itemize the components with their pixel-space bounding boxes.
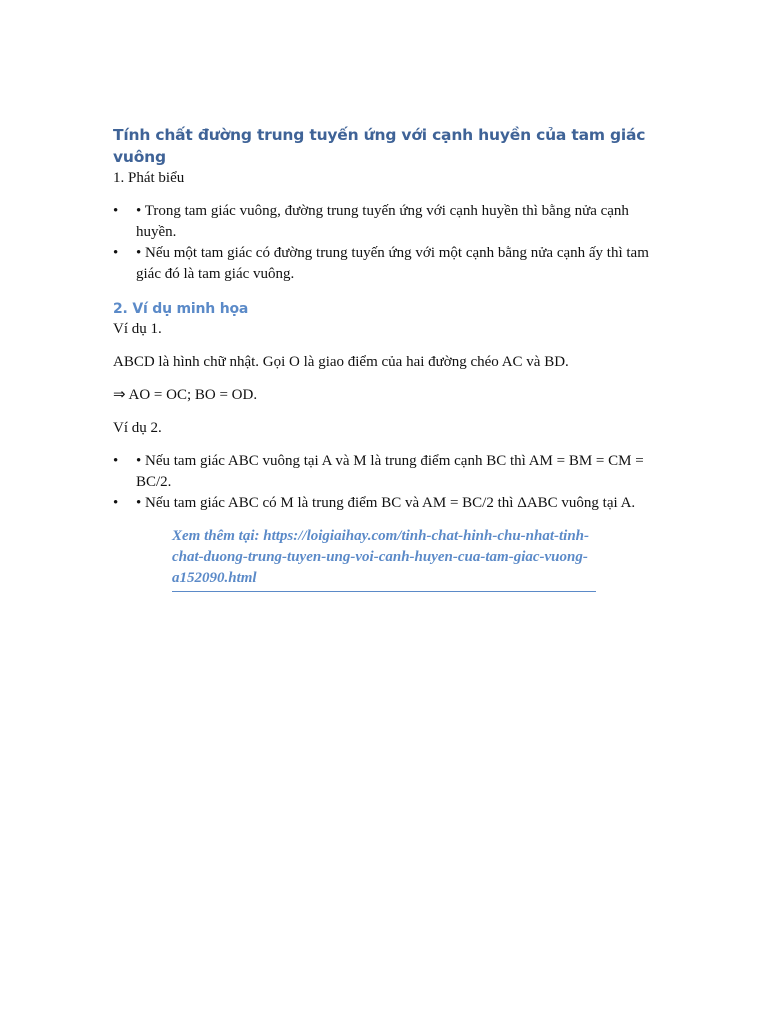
example1-label: Ví dụ 1. <box>113 321 162 337</box>
document-page <box>113 124 658 592</box>
list-item <box>113 243 658 285</box>
bullet-icon: • <box>113 453 119 469</box>
see-more-link[interactable]: Xem thêm tại: https://loigiaihay.com/tinh-chat-hinh-chu-nhat-tinh-chat-duong-trung-tuyen-ung-voi-canh-huyen-cua-tam-giac-vuong-a152090.html <box>172 528 590 586</box>
list-item-text: • Nếu một tam giác có đường trung tuyến ứng với một cạnh bằng nửa cạnh ấy thì tam giác đó là tam giác vuông. <box>136 245 649 282</box>
bullet-icon: • <box>113 245 119 261</box>
section2-heading: 2. Ví dụ minh họa <box>113 301 249 317</box>
bullet-icon: • <box>113 203 119 219</box>
list-item <box>113 451 658 493</box>
list-item <box>113 201 658 243</box>
section1-heading: 1. Phát biểu <box>113 170 185 186</box>
bullet-icon: • <box>113 495 119 511</box>
list-item-text: • Trong tam giác vuông, đường trung tuyến ứng với cạnh huyền thì bằng nửa cạnh huyền. <box>136 203 629 240</box>
list-item-text: • Nếu tam giác ABC vuông tại A và M là trung điểm cạnh BC thì AM = BM = CM = BC/2. <box>136 453 644 490</box>
list-item <box>113 493 658 514</box>
example2-label: Ví dụ 2. <box>113 420 162 436</box>
see-more-block <box>172 526 596 592</box>
list-item-text: • Nếu tam giác ABC có M là trung điểm BC và AM = BC/2 thì ΔABC vuông tại A. <box>136 495 636 511</box>
example1-text: ABCD là hình chữ nhật. Gọi O là giao điểm của hai đường chéo AC và BD. <box>113 354 569 370</box>
example1-result: ⇒ AO = OC; BO = OD. <box>113 387 258 403</box>
example2-bullet-list <box>113 451 658 514</box>
section1-bullet-list <box>113 201 658 285</box>
document-title: Tính chất đường trung tuyến ứng với cạnh huyền của tam giác vuông <box>113 126 646 166</box>
